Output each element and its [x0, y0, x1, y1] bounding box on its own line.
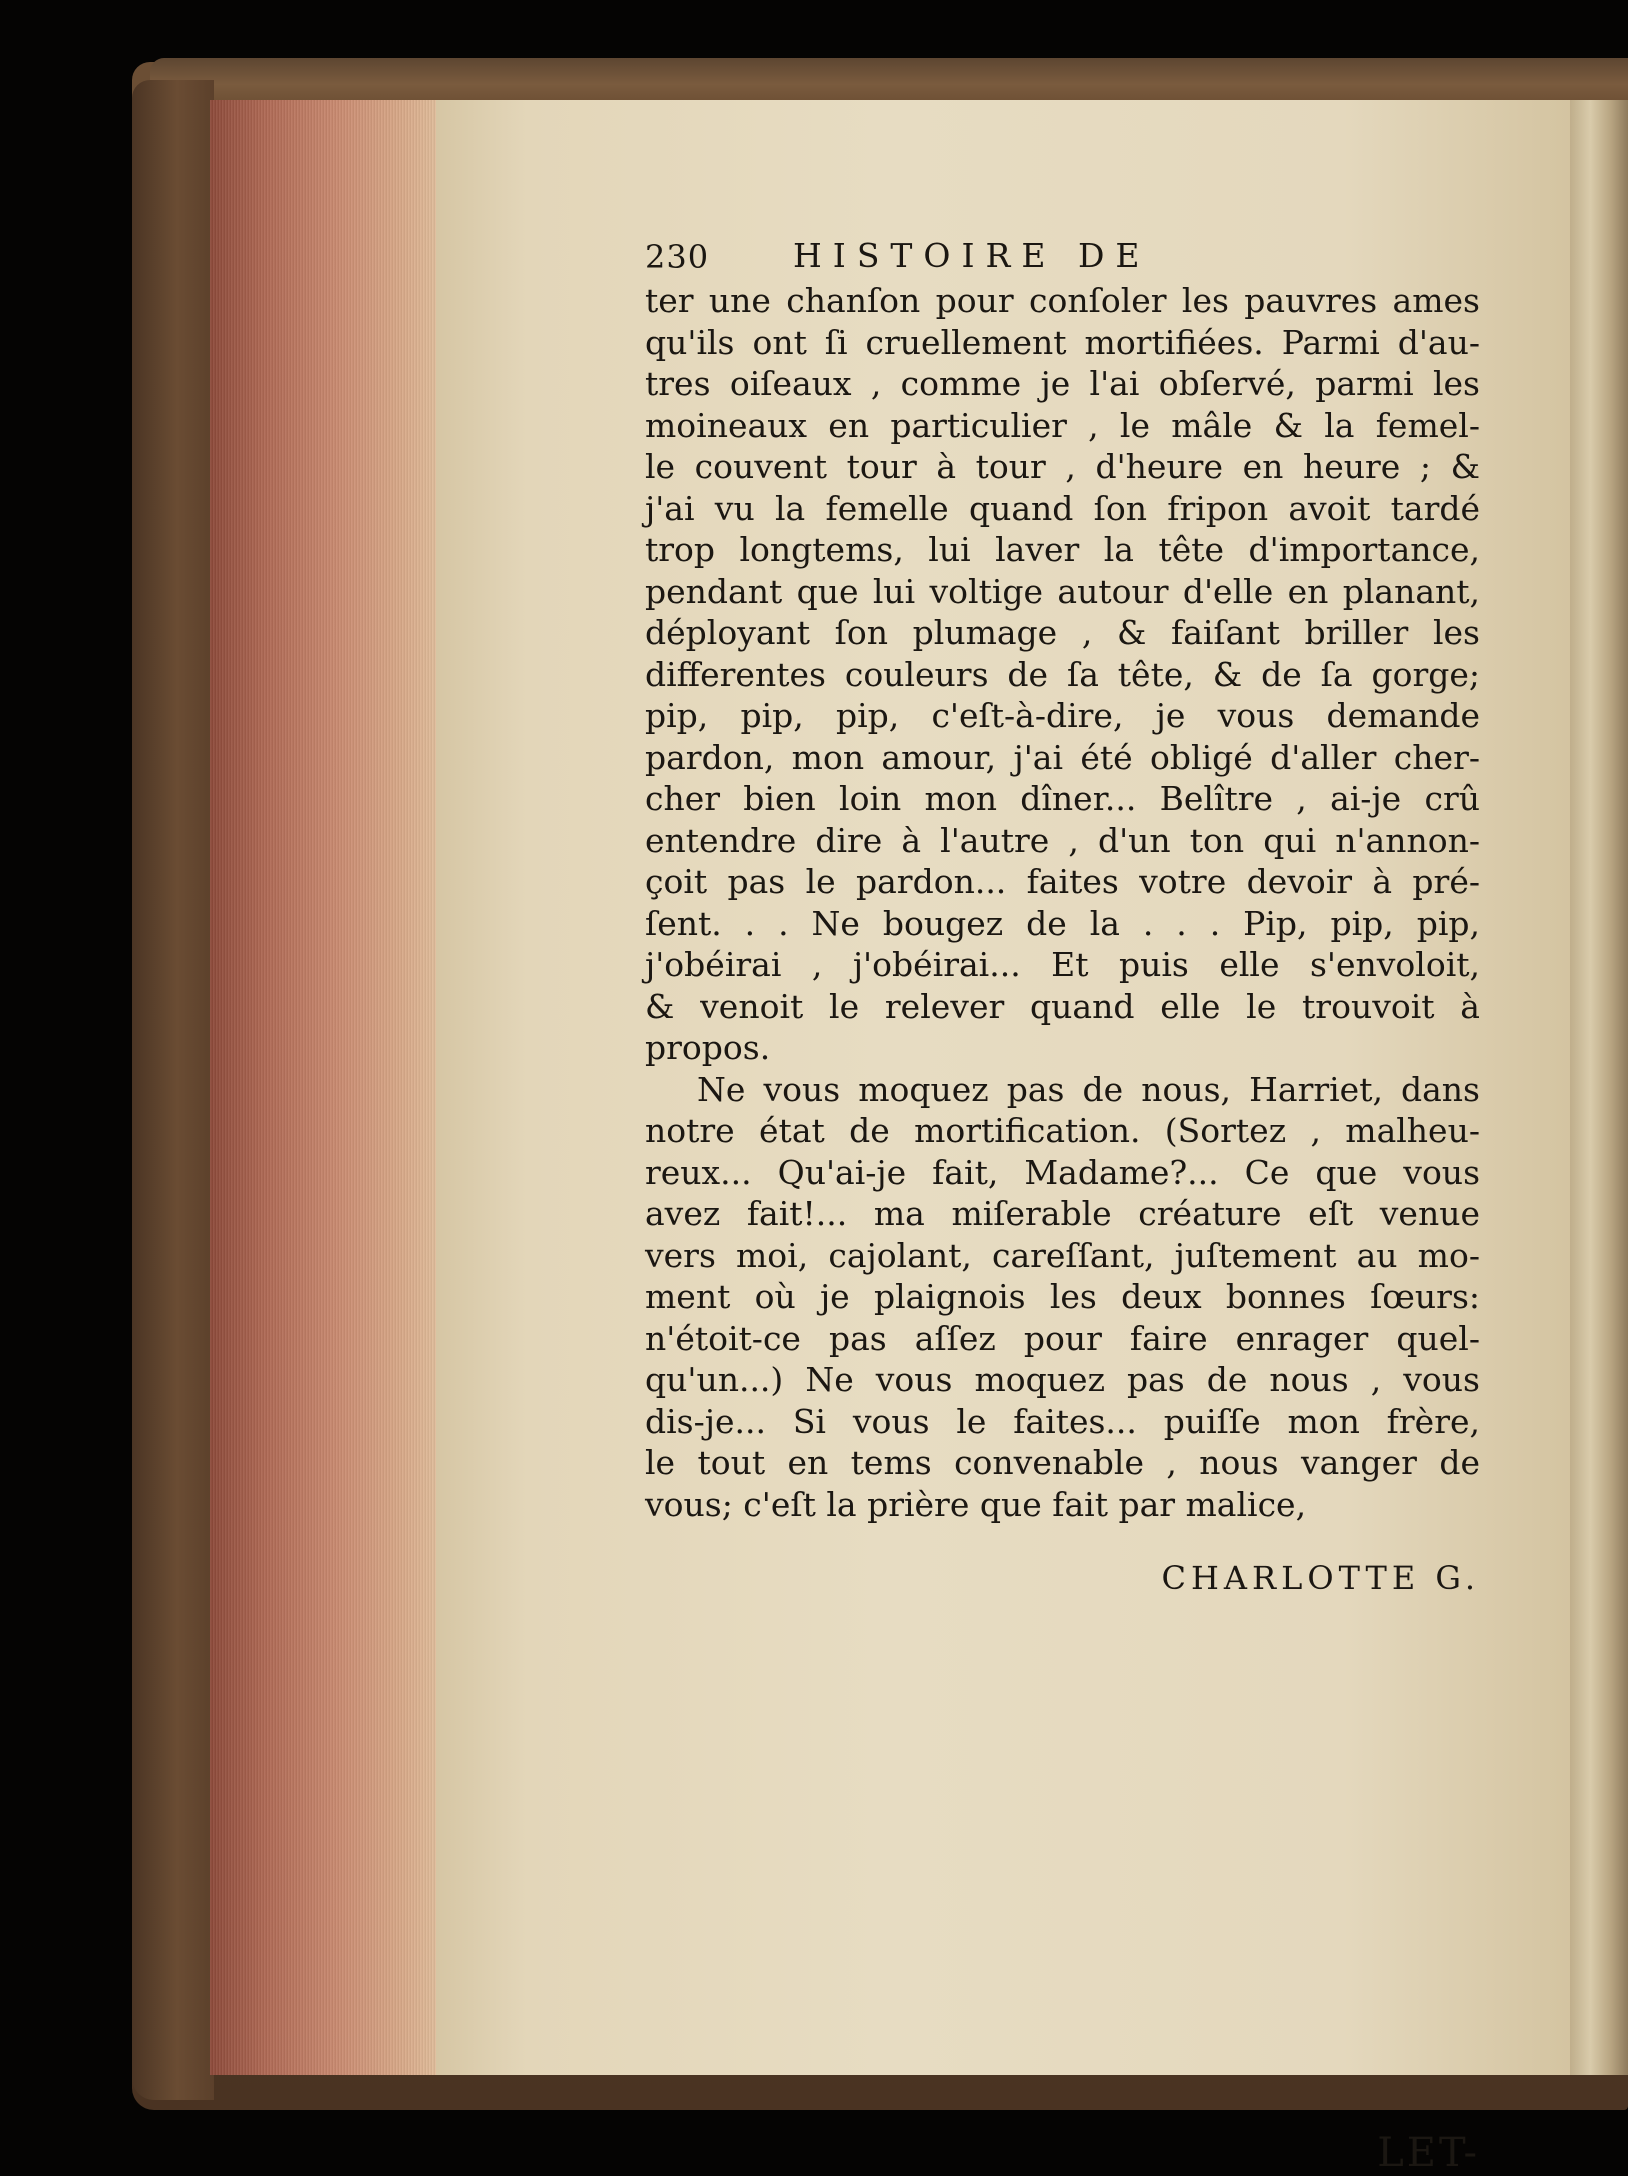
text-line: & venoit le relever quand elle le trouvoit à — [645, 986, 1480, 1026]
text-line: tres oiſeaux , comme je l'ai obſervé, parmi les — [645, 364, 1480, 403]
text-line: differentes couleurs de ſa tête, & de ſa gorge; — [645, 654, 1480, 694]
signature: CHARLOTTE G. — [1161, 1559, 1480, 1597]
text-line: déployant ſon plumage , & faiſant briller les — [645, 613, 1480, 652]
text-line: le couvent tour à tour , d'heure en heure ; & — [645, 447, 1480, 486]
text-line: ter une chanſon pour conſoler les pauvres ames — [645, 281, 1480, 320]
text-line: moineaux en particulier , le mâle & la femel- — [645, 405, 1480, 445]
text-line: pendant que lui voltige autour d'elle en planant, — [645, 571, 1480, 611]
text-line: pardon, mon amour, j'ai été obligé d'aller cher- — [645, 737, 1480, 777]
text-line: vous; c'eſt la prière que fait par malice, — [645, 1484, 1307, 1524]
book-spine — [132, 80, 214, 2100]
text-line: entendre dire à l'autre , d'un ton qui n'annon- — [645, 820, 1480, 860]
text-block — [645, 280, 1480, 1525]
running-head: HISTOIRE DE — [793, 236, 1151, 275]
text-line: j'obéirai , j'obéirai... Et puis elle s'envoloit, — [645, 945, 1480, 984]
text-line: le tout en tems convenable , nous vanger de — [645, 1443, 1480, 1482]
text-line: vers moi, cajolant, careſſant, juſtement au mo- — [645, 1235, 1480, 1275]
book-cover-top — [150, 58, 1628, 102]
text-line: dis-je... Si vous le faites... puiſſe mon frère, — [645, 1401, 1480, 1441]
text-line: ſent. . . Ne bougez de la . . . Pip, pip, pip, — [645, 903, 1480, 943]
text-line: cher bien loin mon dîner... Belître , ai-je crû — [645, 779, 1480, 818]
text-line: notre état de mortification. (Sortez , malheu- — [645, 1111, 1480, 1150]
text-line: avez fait!... ma miſerable créature eſt venue — [645, 1194, 1480, 1233]
text-line: çoit pas le pardon... faites votre devoir à pré- — [645, 862, 1480, 901]
text-line: n'étoit-ce pas aſſez pour faire enrager quel- — [645, 1318, 1480, 1358]
text-line: qu'ils ont ſi cruellement mortifiées. Parmi d'au- — [645, 322, 1480, 362]
text-line: pip, pip, pip, c'eſt-à-dire, je vous demande — [645, 696, 1480, 735]
text-line: Ne vous moquez pas de nous, Harriet, dans — [697, 1069, 1480, 1109]
text-line: trop longtems, lui laver la tête d'importance, — [645, 530, 1480, 569]
text-line: j'ai vu la femelle quand ſon fripon avoit tardé — [645, 488, 1480, 528]
text-line: propos. — [645, 1028, 771, 1067]
text-line: qu'un...) Ne vous moquez pas de nous , vous — [645, 1360, 1480, 1399]
page-gutter — [1570, 100, 1628, 2075]
page-number: 230 — [645, 238, 710, 276]
text-line: reux... Qu'ai-je fait, Madame?... Ce que vous — [645, 1152, 1480, 1192]
text-line: ment où je plaignois les deux bonnes ſœurs: — [645, 1277, 1480, 1316]
signature-block — [645, 1559, 1480, 1597]
page-header — [645, 232, 1480, 280]
catchword: LET- — [1377, 2130, 1480, 2176]
page-content — [645, 232, 1480, 1597]
page-edges — [210, 100, 440, 2075]
